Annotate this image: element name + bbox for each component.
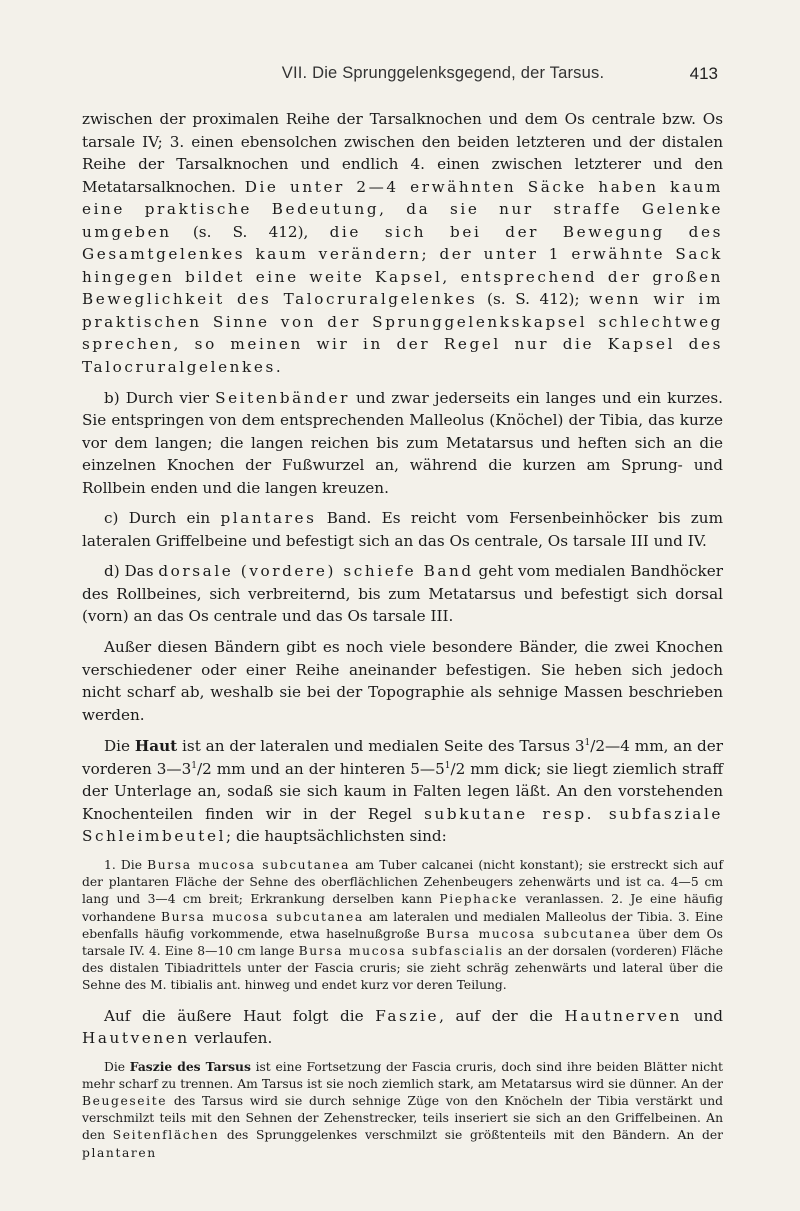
text-run: Auf die äußere Haut folgt die (104, 1006, 376, 1025)
fraction-numerator: 1 (444, 760, 451, 771)
text-run: (s. S. 412); (477, 290, 590, 309)
spaced-emphasis: subkutane resp. subfasziale Schleimbeutel (82, 804, 723, 846)
text-run: 1. Die (104, 857, 148, 872)
spaced-emphasis: Hautnerven (564, 1006, 683, 1025)
spaced-emphasis: die sich bei der Bewegung des Gesamtgelenkes kaum verändern; der unter 1 erwähnte Sack hingegen bildet eine weite Kapsel, entsprechend der großen Beweglichkeit des Talocruralgelenkes (82, 222, 723, 309)
bold-heading-word: Haut (134, 737, 178, 756)
spaced-emphasis: Faszie (375, 1006, 440, 1025)
text-run: veranlassen. 2. Je eine häufig vorhandene (82, 892, 723, 924)
chapter-title: VII. Die Sprunggelenksgegend, der Tarsus. (281, 64, 605, 82)
paragraph-other-ligaments: Außer diesen Bändern gibt es noch viele besondere Bänder, die zwei Knochen verschiedener oder einer Reihe aneinander befestigen. Sie heben sich jedoch nicht scharf ab, weshalb sie bei der Topographie als sehnige Massen beschrieben werden. (82, 638, 723, 724)
spaced-emphasis: Bursa mucosa subfascialis (298, 943, 504, 958)
paragraph-joint-sacs (82, 108, 723, 379)
text-run: Die (104, 737, 135, 756)
paragraph-plantar-ligament (82, 507, 723, 552)
bold-heading-word: Faszie des Tarsus (129, 1058, 251, 1074)
paragraph-fascia (82, 1005, 723, 1050)
spaced-emphasis: Bursa mucosa subcutanea (426, 926, 632, 941)
text-run: ist an der lateralen und medialen Seite des Tarsus 3 (177, 737, 585, 756)
spaced-emphasis: Seitenflächen (112, 1128, 220, 1143)
text-run: verlaufen. (189, 1029, 273, 1048)
spaced-emphasis: Bursa mucosa subcutanea (160, 909, 364, 924)
fraction-numerator: 1 (191, 760, 197, 771)
spaced-emphasis: Piephacke (439, 892, 519, 907)
text-run: c) Durch ein (104, 509, 221, 528)
text-run: /2—4 mm, an der vorderen 3—3 (82, 737, 723, 778)
text-run: /2 mm und an der hinteren 5—5 (196, 759, 445, 778)
text-run: /2 mm dick; sie liegt ziemlich straff der Unterlage an, sodaß sie sich kaum in Falten legen läßt. An den vorstehenden Knochenteilen finden wir in der Regel (82, 759, 723, 823)
text-run: (s. S. 412), (171, 222, 330, 241)
text-run: über dem Os tarsale IV. 4. Eine 8—10 cm lange (82, 926, 723, 958)
text-run: ist eine Fortsetzung der Fascia cruris, doch sind ihre beiden Blätter nicht mehr scharf zu trennen. Am Tarsus ist sie noch ziemlich stark, am Metatarsus wird sie dünner. An der (82, 1059, 723, 1091)
spaced-emphasis: plantaren (82, 1145, 157, 1160)
fraction-numerator: 1 (584, 738, 591, 749)
spaced-emphasis: plantares (220, 509, 317, 528)
text-run: Band. Es reicht vom Fersenbeinhöcker bis zum lateralen Griffelbeine und befestigt sich an das Os centrale, Os tarsale III und IV. (82, 509, 723, 550)
text-run: und (682, 1006, 723, 1025)
paragraph-skin (82, 735, 723, 848)
spaced-emphasis: Bursa mucosa subcutanea (147, 857, 351, 872)
spaced-emphasis: dorsale (vordere) schiefe Band (158, 562, 474, 581)
text-run: des Tarsus wird sie durch sehnige Züge von den Knöcheln der Tibia verstärkt und verschmilzt teils mit den Sehnen der Zehenstrecker, teils inseriert sie sich an den Griffelbeinen. An den (82, 1094, 723, 1143)
text-run: b) Durch vier (104, 388, 216, 407)
paragraph-side-ligaments (82, 387, 723, 500)
spaced-emphasis: Seitenbänder (215, 388, 350, 407)
text-run: des Sprunggelenkes verschmilzt sie größtenteils mit den Bändern. An der (219, 1128, 723, 1143)
spaced-emphasis: Hautvenen (82, 1029, 190, 1048)
text-run: zwischen der proximalen Reihe der Tarsalknochen und dem Os centrale bzw. Os tarsale IV; 3. einen ebensolchen zwischen den beiden letzteren und der distalen Reihe der Tarsalknochen und endlich 4. einen zwischen letzterer und den Metatarsalknochen. (82, 110, 723, 196)
page-number: 413 (689, 64, 718, 83)
running-header (0, 64, 800, 92)
text-run: an der dorsalen (vorderen) Fläche des distalen Tibiadrittels unter der Fascia cruris; sie zieht schräg zehenwärts und lateral über die Sehne des M. tibialis ant. hinweg und endet kurz vor deren Teilung. (82, 943, 723, 993)
text-run: d) Das (104, 562, 159, 581)
text-run: am Tuber calcanei (nicht konstant); sie erstreckt sich auf der plantaren Fläche der Sehne des oberflächlichen Zehenbeugers zehenwärts und ist ca. 4—5 cm lang und 3—4 cm breit; Erkrankung derselben kann (82, 857, 723, 907)
spaced-emphasis: Beugeseite (82, 1094, 168, 1109)
small-print-bursae (82, 857, 723, 995)
text-run: ; die hauptsächlichsten sind: (226, 827, 447, 846)
text-run: am lateralen und medialen Malleolus der Tibia. 3. Eine ebenfalls häufig vorkommende, etwa haselnußgroße (82, 909, 723, 941)
text-run: und zwar jederseits ein langes und ein kurzes. Sie entspringen von dem entsprechenden Malleolus (Knöchel) der Tibia, das kurze vor dem langen; die langen reichen bis zum Metatarsus und heften sich an die einzelnen Knochen der Fußwurzel an, während die kurzen am Sprung- und Rollbein enden und die langen kreuzen. (82, 388, 723, 497)
spaced-emphasis: wenn wir im praktischen Sinne von der Sprunggelenkskapsel schlechtweg sprechen, so meinen wir in der Regel nur die Kapsel des Talocruralgelenkes. (82, 290, 723, 377)
spaced-emphasis: Die unter 2—4 erwähnten Säcke haben kaum eine praktische Bedeutung, da sie nur straffe Gelenke umgeben (82, 177, 723, 241)
paragraph-dorsal-ligament (82, 560, 723, 628)
page-body (82, 108, 723, 1162)
text-run: Die (104, 1059, 130, 1074)
small-print-fascia (82, 1058, 723, 1162)
text-run: geht vom medialen Bandhöcker des Rollbeines, sich verbreiternd, bis zum Metatarsus und befestigt sich dorsal (vorn) an das Os centrale und das Os tarsale III. (82, 562, 723, 626)
text-run: , auf der die (439, 1006, 565, 1025)
